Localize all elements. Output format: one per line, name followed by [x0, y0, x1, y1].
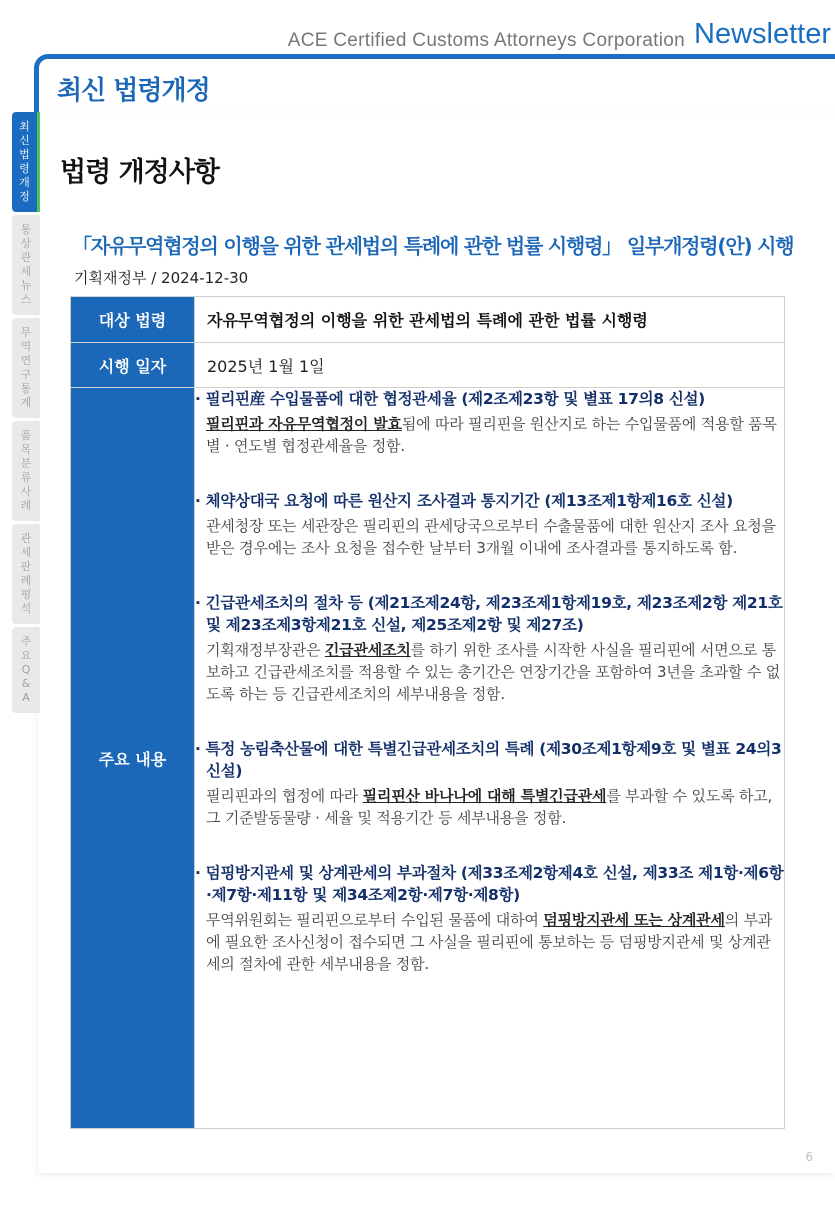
law-info-table	[70, 296, 785, 1129]
side-tab-char: 통	[20, 382, 32, 395]
side-tab-char: 요	[20, 649, 32, 662]
side-tab-char: 법	[19, 148, 30, 161]
item-body	[195, 909, 784, 975]
side-tab-label	[19, 429, 33, 513]
item-body-text: 무역위원회는 필리핀으로부터 수입된 물품에 대하여	[206, 911, 544, 929]
target-law-label: 대상 법령	[71, 297, 195, 343]
side-tab-char: 스	[20, 293, 32, 306]
side-tab-char: 신	[19, 134, 30, 147]
item-body-highlight: 필리핀과 자유무역협정이 발효	[206, 415, 402, 433]
item-heading: · 체약상대국 요청에 따른 원산지 조사결과 통지기간 (제13조제1항제16호 신설)	[195, 492, 733, 510]
main-content-list	[195, 388, 785, 1129]
side-tab-char: 판	[20, 560, 32, 573]
side-tab-trade-news[interactable]	[12, 215, 40, 315]
side-tab-char: 개	[19, 176, 30, 189]
list-item	[195, 388, 784, 457]
list-item	[195, 592, 784, 705]
main-content-label: 주요 내용	[71, 388, 195, 1129]
article-title: 「자유무역협정의 이행을 위한 관세법의 특례에 관한 법률 시행령」 일부개정령(안) 시행	[72, 234, 794, 258]
side-tab-char: 세	[20, 265, 32, 278]
side-tab-char: 최	[19, 120, 30, 133]
section-title: 최신 법령개정	[57, 76, 210, 106]
side-tab-char: 무	[20, 326, 32, 339]
side-tab-char: &	[21, 677, 31, 690]
item-body	[195, 413, 784, 457]
side-tab-char: 상	[20, 237, 32, 250]
item-body-text: 를 부과할 수 있도록 하고, 그 기준발동물량 · 세율 및 적용기간 등 세부내용을 정함.	[206, 787, 773, 827]
side-tab-char: 령	[19, 162, 30, 175]
item-body-text: 의 부과에 필요한 조사신청이 접수되면 그 사실을 필리핀에 통보하는 등 덤핑방지관세 및 상계관세의 절차에 관한 세부내용을 정함.	[206, 911, 773, 973]
page-number: 6	[805, 1150, 813, 1164]
side-tab-char: 류	[20, 471, 32, 484]
item-body	[195, 785, 784, 829]
side-tab-char: 관	[20, 251, 32, 264]
list-item	[195, 490, 784, 559]
side-tab-label	[19, 532, 33, 616]
item-body	[195, 515, 784, 559]
side-tab-nav	[12, 112, 40, 716]
side-tab-char: 구	[20, 368, 32, 381]
company-name: ACE Certified Customs Attorneys Corporation	[287, 30, 685, 51]
effective-date-label: 시행 일자	[71, 343, 195, 388]
item-body-highlight: 긴급관세조치	[324, 641, 411, 659]
side-tab-char: 관	[20, 532, 32, 545]
article-source: 기획재정부 / 2024-12-30	[74, 269, 249, 287]
side-tab-classification[interactable]	[12, 421, 40, 521]
side-tab-char: 석	[20, 602, 32, 615]
item-body	[195, 639, 784, 705]
side-tab-char: 역	[20, 340, 32, 353]
side-tab-label	[18, 120, 32, 204]
side-tab-char: 례	[20, 574, 32, 587]
side-tab-char: 계	[20, 396, 32, 409]
item-heading: · 덤핑방지관세 및 상계관세의 부과절차 (제33조제2항제4호 신설, 제33조 제1항·제6항·제7항·제11항 및 제34조제2항·제7항·제8항)	[195, 864, 784, 904]
side-tab-char: 목	[20, 443, 32, 456]
side-tab-char: 평	[20, 588, 32, 601]
list-item	[195, 738, 784, 829]
item-heading: · 필리핀産 수입물품에 대한 협정관세율 (제2조제23항 및 별표 17의8 신설)	[195, 390, 705, 408]
item-body-text: 됨에 따라 필리핀을 원산지로 하는 수입물품에 적용할 품목별 · 연도별 협정관세율을 정함.	[206, 415, 777, 455]
item-body-text: 기획재정부장관은	[206, 641, 325, 659]
effective-date-value: 2025년 1월 1일	[195, 343, 785, 388]
item-body-text: 필리핀과의 협정에 따라	[206, 787, 363, 805]
side-tab-char: 통	[20, 223, 32, 236]
item-body-text: 관세청장 또는 세관장은 필리핀의 관세당국으로부터 수출물품에 대한 원산지 조사 요청을 받은 경우에는 조사 요청을 접수한 날부터 3개월 이내에 조사결과를 통지하도록 함.	[206, 517, 776, 557]
side-tab-char: 주	[20, 635, 32, 648]
item-body-highlight: 덤핑방지관세 또는 상계관세	[543, 911, 725, 929]
item-heading: · 긴급관세조치의 절차 등 (제21조제24항, 제23조제1항제19호, 제23조제2항 제21호 및 제23조제3항제21호 신설, 제25조제2항 및 제27조)	[195, 594, 783, 634]
side-tab-label	[19, 223, 33, 307]
side-tab-latest-law[interactable]	[12, 112, 40, 212]
side-tab-char: 분	[20, 457, 32, 470]
item-body-highlight: 필리핀산 바나나에 대해 특별긴급관세	[362, 787, 607, 805]
header-bar	[0, 18, 835, 54]
item-heading: · 특정 농림축산물에 대한 특별긴급관세조치의 특례 (제30조제1항제9호 및 별표 24의3 신설)	[195, 740, 782, 780]
side-tab-char: 정	[19, 190, 30, 203]
side-tab-qa[interactable]	[12, 627, 40, 713]
side-tab-case-review[interactable]	[12, 524, 40, 624]
side-tab-char: 연	[20, 354, 32, 367]
side-tab-char: 례	[20, 499, 32, 512]
target-law-value: 자유무역협정의 이행을 위한 관세법의 특례에 관한 법률 시행령	[195, 297, 785, 343]
side-tab-char: A	[22, 691, 30, 704]
table-row	[71, 343, 785, 388]
side-tab-char: 사	[20, 485, 32, 498]
item-body-text: 를 하기 위한 조사를 시작한 사실을 필리핀에 서면으로 통보하고 긴급관세조치를 적용할 수 있는 총기간은 연장기간을 포함하여 3년을 초과할 수 없도록 하는 등 긴급관세조치의 세부내용을 정함.	[206, 641, 781, 703]
side-tab-label	[19, 326, 33, 410]
list-item	[195, 862, 784, 975]
page-heading: 법령 개정사항	[60, 157, 219, 188]
table-row	[71, 297, 785, 343]
side-tab-char: Q	[21, 663, 31, 676]
side-tab-trade-research[interactable]	[12, 318, 40, 418]
side-tab-char: 품	[20, 429, 32, 442]
table-row	[71, 388, 785, 1129]
side-tab-char: 세	[20, 546, 32, 559]
newsletter-title: Newsletter	[694, 18, 831, 50]
side-tab-label	[19, 635, 33, 705]
side-tab-char: 뉴	[20, 279, 32, 292]
